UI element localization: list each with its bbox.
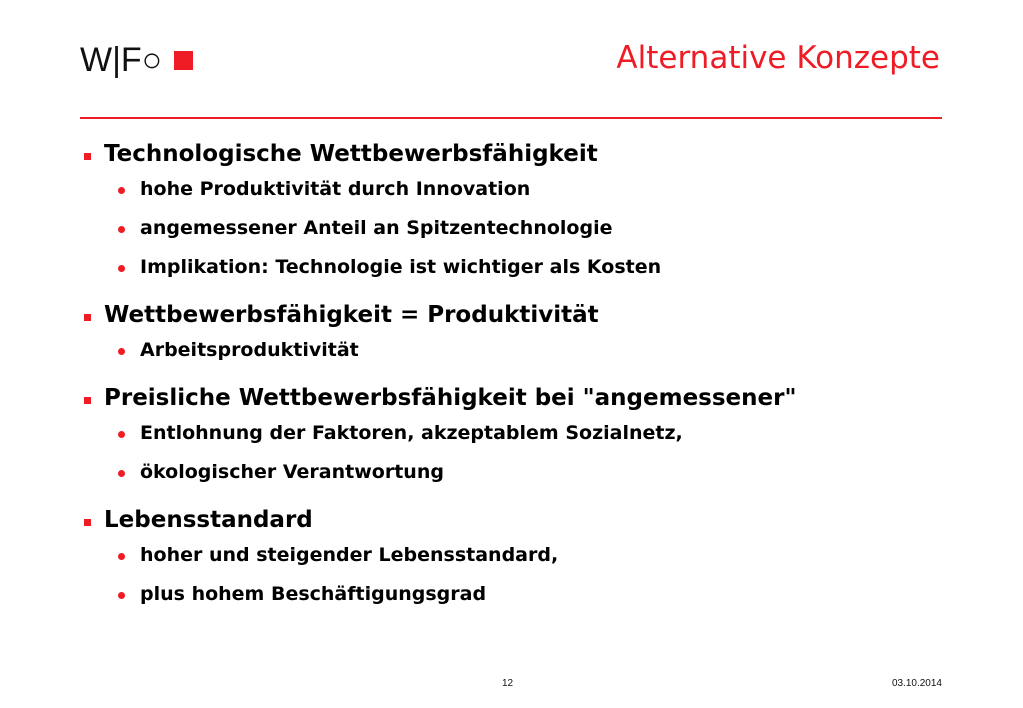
- sub-bullet-text: ökologischer Verantwortung: [140, 461, 444, 483]
- bullet-heading-preisliche: [80, 382, 940, 414]
- sub-bullet: [80, 331, 940, 370]
- sub-bullet: [80, 453, 940, 492]
- dot-bullet-icon: [118, 348, 125, 355]
- footer-date: 03.10.2014: [891, 678, 942, 689]
- bullet-heading-produktivitaet: [80, 299, 940, 331]
- bullet-heading-text: Preisliche Wettbewerbsfähigkeit bei "angemessener": [104, 385, 797, 411]
- bullet-heading-technologische: [80, 138, 940, 170]
- sub-bullet: [80, 209, 940, 248]
- dot-bullet-icon: [118, 187, 125, 194]
- wifo-logo: [80, 41, 193, 79]
- sub-bullet-text: Arbeitsproduktivität: [140, 339, 359, 361]
- page-number: 12: [502, 678, 514, 689]
- square-bullet-icon: [84, 397, 91, 404]
- dot-bullet-icon: [118, 226, 125, 233]
- logo-wordmark: W|F○: [80, 41, 163, 79]
- dot-bullet-icon: [118, 470, 125, 477]
- bullet-heading-lebensstandard: [80, 504, 940, 536]
- sub-bullet-text: hohe Produktivität durch Innovation: [140, 178, 531, 200]
- square-bullet-icon: [84, 314, 91, 321]
- bullet-heading-text: Technologische Wettbewerbsfähigkeit: [104, 141, 598, 167]
- sub-bullet-text: plus hohem Beschäftigungsgrad: [140, 583, 487, 605]
- dot-bullet-icon: [118, 553, 125, 560]
- sub-bullet: [80, 575, 940, 614]
- sub-bullet-text: angemessener Anteil an Spitzentechnologie: [140, 217, 613, 239]
- sub-bullet-text: Entlohnung der Faktoren, akzeptablem Sozialnetz,: [140, 422, 683, 444]
- sub-bullet-text: hoher und steigender Lebensstandard,: [140, 544, 559, 566]
- sub-bullet: [80, 414, 940, 453]
- sub-bullet: [80, 170, 940, 209]
- dot-bullet-icon: [118, 265, 125, 272]
- dot-bullet-icon: [118, 431, 125, 438]
- logo-square-icon: [174, 51, 193, 70]
- square-bullet-icon: [84, 153, 91, 160]
- bullet-list: [80, 138, 940, 614]
- bullet-heading-text: Lebensstandard: [104, 507, 313, 533]
- dot-bullet-icon: [118, 592, 125, 599]
- title-divider: [80, 117, 942, 119]
- bullet-heading-text: Wettbewerbsfähigkeit = Produktivität: [104, 302, 599, 328]
- sub-bullet-text: Implikation: Technologie ist wichtiger als Kosten: [140, 256, 662, 278]
- sub-bullet: [80, 248, 940, 287]
- sub-bullet: [80, 536, 940, 575]
- slide-title: Alternative Konzepte: [616, 40, 940, 76]
- square-bullet-icon: [84, 519, 91, 526]
